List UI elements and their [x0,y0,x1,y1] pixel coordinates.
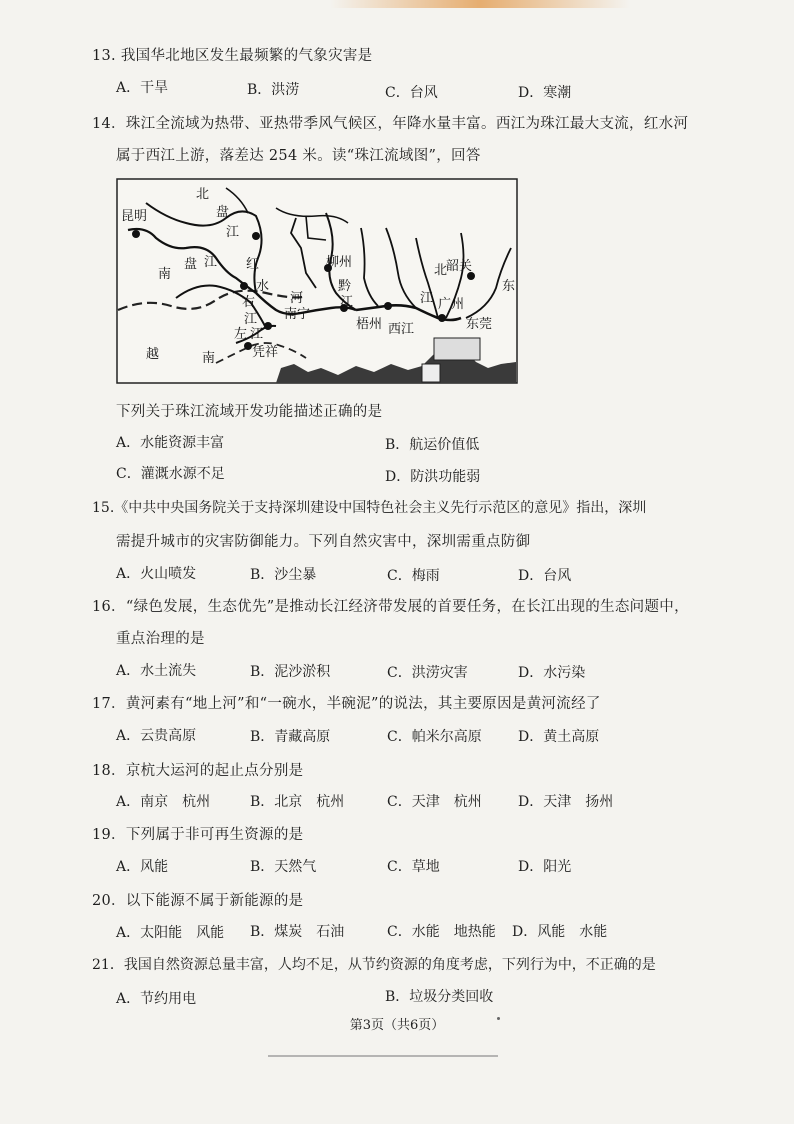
map-svg [116,178,518,384]
map-label: 红 [246,257,260,272]
q14-option-a: A．水能资源丰富 [116,435,225,451]
map-label: 广州 [438,297,465,312]
map-label: 越 [146,347,160,362]
map-label: 韶关 [446,259,473,274]
q13-option-d: D．寒潮 [518,85,572,101]
map-label: 河 [290,291,304,306]
question-17-stem: 17．黄河素有“地上河”和“一碗水，半碗泥”的说法，其主要原因是黄河流经了 [92,696,601,712]
page-footer: 第3页（共6页） [349,1018,445,1033]
city-dot-pingxiang [244,342,252,350]
city-dot-nanning [264,322,272,330]
q19-option-d: D．阳光 [518,859,572,875]
q15-option-c: C．梅雨 [387,568,440,584]
q18-option-a: A．南京 杭州 [116,794,211,810]
question-14-stem-line1: 14．珠江全流域为热带、亚热带季风气候区，年降水量丰富。西江为珠江最大支流，红水河 [92,116,689,132]
map-label: 黔 [338,279,352,294]
q14-option-b: B．航运价值低 [385,437,480,453]
q15-option-b: B．沙尘暴 [250,567,317,583]
map-label: 水 [256,279,270,294]
q17-option-d: D．黄土高原 [518,729,600,745]
q21-option-b: B．垃圾分类回收 [385,989,494,1005]
map-label: 盘 [216,205,230,220]
city-dot-1 [252,232,260,240]
q17-option-b: B．青藏高原 [250,729,331,745]
map-label: 南 [202,351,216,366]
q14-option-c: C．灌溉水源不足 [116,466,225,482]
scan-edge-shadow [330,0,630,8]
map-label: 梧州 [356,317,383,332]
q15-option-a: A．火山喷发 [116,566,197,582]
map-label: 东莞 [466,317,493,332]
scan-speck [497,1017,500,1020]
q13-option-b: B．洪涝 [247,82,300,98]
map-label: 左 [234,327,248,342]
question-18-stem: 18．京杭大运河的起止点分别是 [92,763,304,779]
map-label: 江 [226,225,240,240]
q18-option-b: B．北京 杭州 [250,794,345,810]
city-dot-kunming [132,230,140,238]
island-box [422,364,440,382]
q13-option-c: C．台风 [385,85,438,101]
q18-option-c: C．天津 杭州 [387,794,482,810]
map-label: 盘 [184,257,198,272]
question-21-stem: 21．我国自然资源总量丰富，人均不足，从节约资源的角度考虑，下列行为中，不正确的是 [92,957,656,973]
q20-option-b: B．煤炭 石油 [250,924,345,940]
pearl-river-basin-map [116,178,518,384]
map-label: 南 [158,267,172,282]
q16-option-b: B．泥沙淤积 [250,664,331,680]
map-label: 右 [242,295,256,310]
map-label: 江 [340,295,354,310]
q20-option-a: A．太阳能 风能 [116,925,225,941]
q16-option-d: D．水污染 [518,665,586,681]
question-15-stem-line1: 15.《中共中央国务院关于支持深圳建设中国特色社会主义先行示范区的意见》指出，深圳 [92,500,647,516]
q17-option-c: C．帕米尔高原 [387,729,482,745]
q13-option-a: A．干旱 [116,80,169,96]
city-dot-guangzhou [438,314,446,322]
q17-option-a: A．云贵高原 [116,728,197,744]
q20-option-d: D．风能 水能 [512,924,608,940]
question-14-stem-line2: 属于西江上游，落差达 254 米。读“珠江流域图”，回答 [116,148,481,164]
q18-option-d: D．天津 扬州 [518,794,614,810]
q16-option-a: A．水土流失 [116,663,197,679]
map-label: 江 [204,255,218,270]
question-19-stem: 19．下列属于非可再生资源的是 [92,827,304,843]
q16-option-c: C．洪涝灾害 [387,665,468,681]
q19-option-a: A．风能 [116,859,169,875]
q20-option-c: C．水能 地热能 [387,924,496,940]
map-label: 江 [420,291,434,306]
city-dot-wuzhou [384,302,392,310]
q21-option-a: A．节约用电 [116,991,197,1007]
map-label: 北 [434,263,448,278]
map-label: 柳州 [326,255,353,270]
question-14-sub-stem: 下列关于珠江流域开发功能描述正确的是 [116,404,383,420]
map-label: 东 [502,279,516,294]
question-20-stem: 20．以下能源不属于新能源的是 [92,893,304,909]
q19-option-b: B．天然气 [250,859,317,875]
map-label: 江 [244,312,258,327]
city-dot-2 [240,282,248,290]
estuary-box [434,338,480,360]
map-label: 南宁 [284,307,311,322]
question-15-stem-line2: 需提升城市的灾害防御能力。下列自然灾害中，深圳需重点防御 [116,534,531,550]
bottom-rule [268,1055,498,1057]
question-16-stem-line2: 重点治理的是 [116,631,205,647]
q15-option-d: D．台风 [518,568,572,584]
question-16-stem-line1: 16．“绿色发展，生态优先”是推动长江经济带发展的首要任务，在长江出现的生态问题中， [92,599,689,615]
map-label: 昆明 [121,209,148,224]
q19-option-c: C．草地 [387,859,440,875]
question-13-stem: 13. 我国华北地区发生最频繁的气象灾害是 [92,48,373,64]
map-label: 江 [250,327,264,342]
q14-option-d: D．防洪功能弱 [385,469,481,485]
map-label: 凭祥 [252,345,279,360]
map-label: 北 [196,187,210,202]
map-label: 西江 [388,322,415,337]
